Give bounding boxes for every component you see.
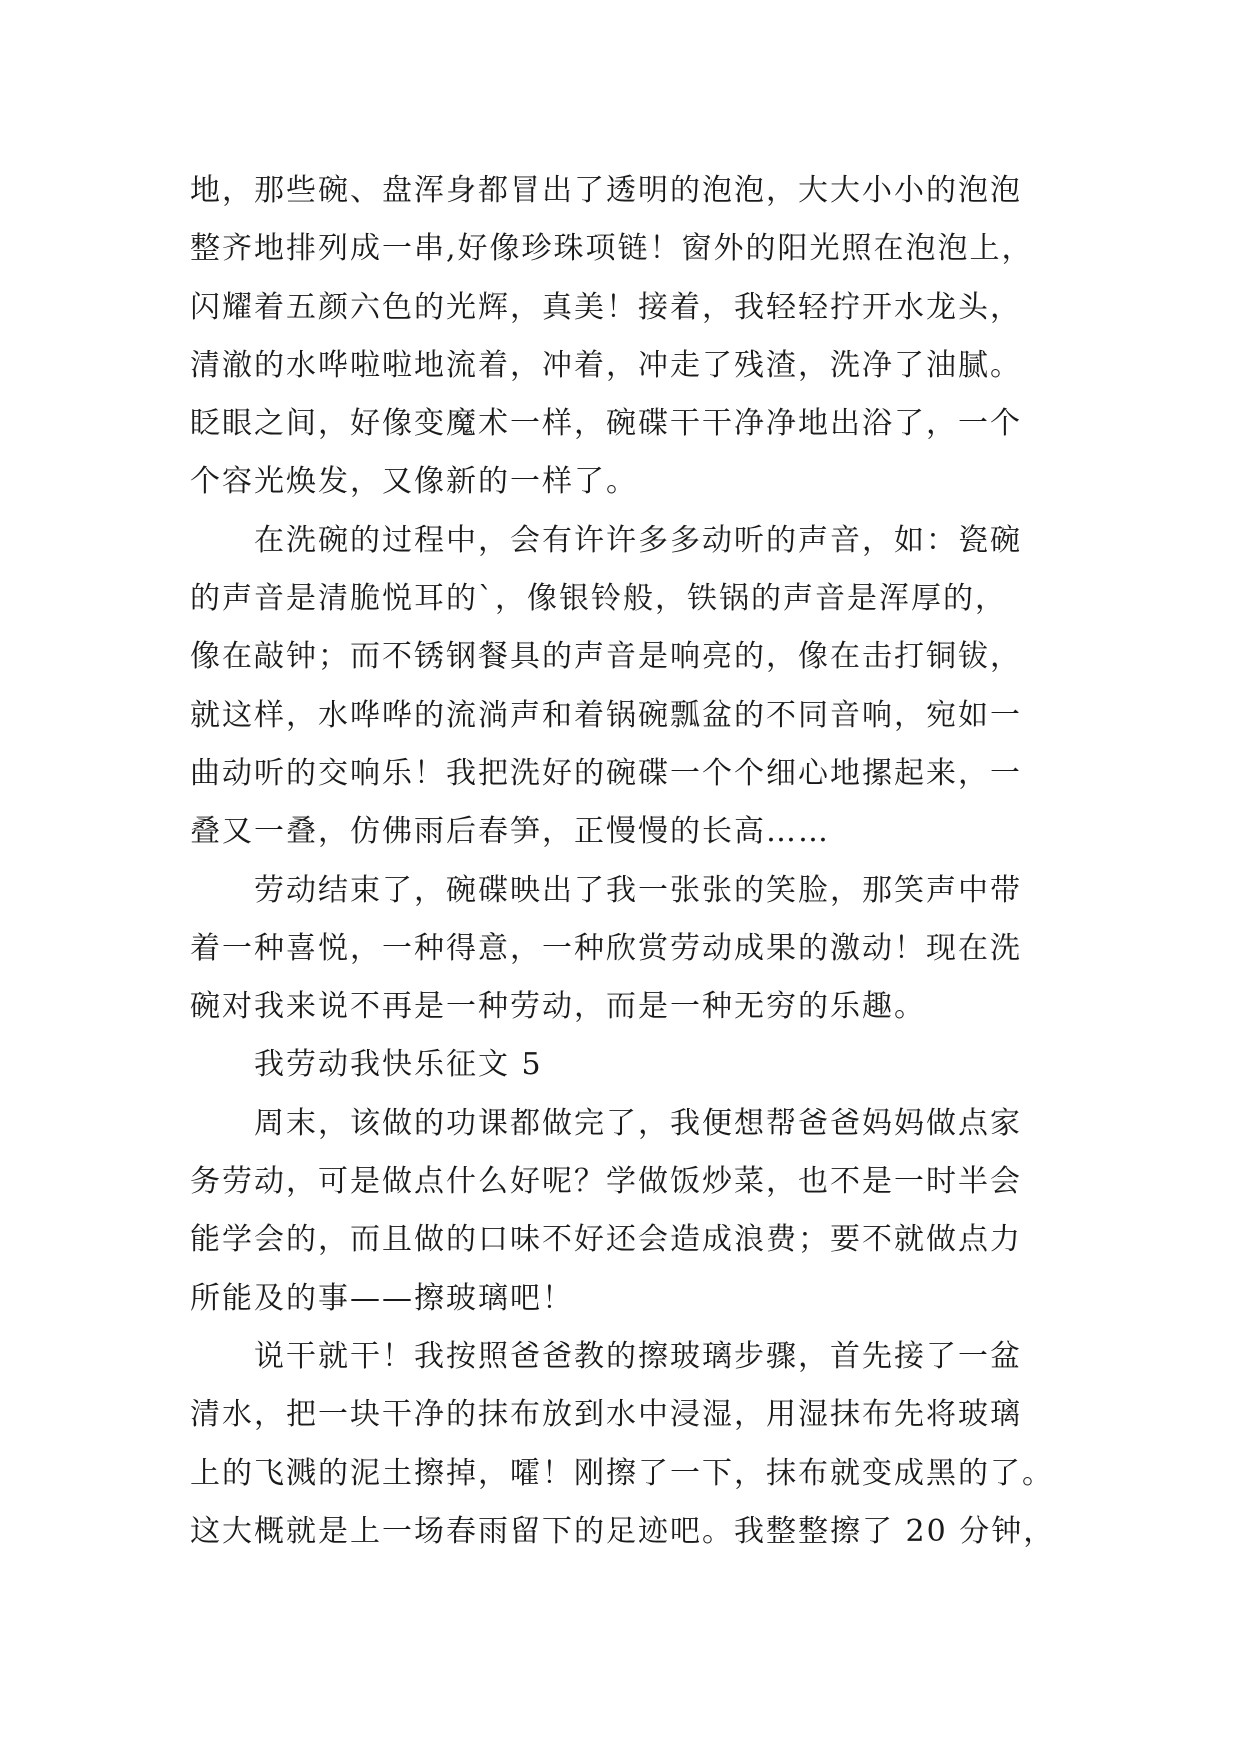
text-line: 闪耀着五颜六色的光辉，真美！接着，我轻轻拧开水龙头， [190,289,1022,325]
text-line: 叠又一叠，仿佛雨后春笋，正慢慢的长高…… [190,814,830,850]
body-text [190,162,1090,1561]
text-line: 眨眼之间，好像变魔术一样，碗碟干干净净地出浴了，一个 [190,406,1022,442]
text-line: 能学会的，而且做的口味不好还会造成浪费；要不就做点力 [190,1222,1022,1258]
text-line: 着一种喜悦，一种得意，一种欣赏劳动成果的激动！现在洗 [190,930,1022,966]
text-line: 说干就干！我按照爸爸教的擦玻璃步骤，首先接了一盆 [190,1338,1022,1374]
text-line: 清水，把一块干净的抹布放到水中浸湿，用湿抹布先将玻璃 [190,1397,1022,1433]
text-line: 劳动结束了，碗碟映出了我一张张的笑脸，那笑声中带 [190,872,1022,908]
text-line: 个容光焕发，又像新的一样了。 [190,464,638,500]
text-line: 在洗碗的过程中，会有许许多多动听的声音，如：瓷碗 [190,522,1022,558]
text-line: 就这样，水哗哗的流淌声和着锅碗瓢盆的不同音响，宛如一 [190,697,1022,733]
text-line: 务劳动，可是做点什么好呢？学做饭炒菜，也不是一时半会 [190,1164,1022,1200]
text-line: 地，那些碗、盘浑身都冒出了透明的泡泡，大大小小的泡泡 [190,173,1022,208]
text-line: 整齐地排列成一串,好像珍珠项链！窗外的阳光照在泡泡上， [190,231,1034,267]
text-line: 的声音是清脆悦耳的`，像银铃般，铁锅的声音是浑厚的， [190,581,1007,617]
section-heading: 我劳动我快乐征文 5 [190,1047,543,1083]
text-line: 所能及的事——擦玻璃吧！ [190,1280,574,1316]
text-line: 这大概就是上一场春雨留下的足迹吧。我整整擦了 20 分钟， [190,1513,1056,1549]
text-line: 碗对我来说不再是一种劳动，而是一种无穷的乐趣。 [190,989,926,1025]
text-line: 曲动听的交响乐！我把洗好的碗碟一个个细心地摞起来，一 [190,755,1022,791]
text-line: 像在敲钟；而不锈钢餐具的声音是响亮的，像在击打铜钹， [190,639,1022,675]
text-line: 上的飞溅的泥土擦掉，嚯！刚擦了一下，抹布就变成黑的了。 [190,1455,1054,1491]
text-line: 清澈的水哗啦啦地流着，冲着，冲走了残渣，洗净了油腻。 [190,347,1022,383]
text-line: 周末，该做的功课都做完了，我便想帮爸爸妈妈做点家 [190,1105,1022,1141]
